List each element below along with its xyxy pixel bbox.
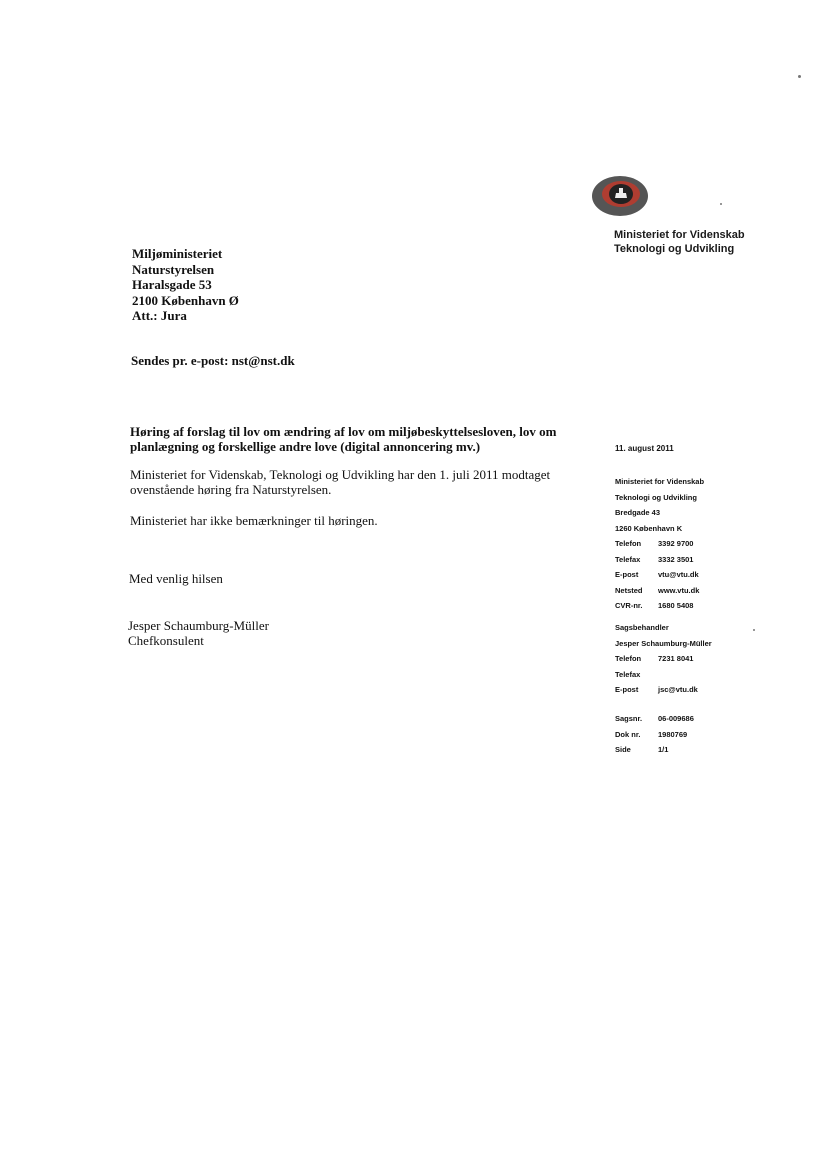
recipient-line: Miljøministeriet [132,246,223,261]
case-handler-info [615,620,712,698]
reference-row [615,727,694,743]
send-by-email-line: Sendes pr. e-post: nst@nst.dk [131,353,295,368]
contact-label: CVR-nr. [615,601,643,610]
recipient-line: Haralsgade 53 [132,277,212,292]
contact-label: E-post [615,685,639,694]
letter-subject: Høring af forslag til lov om ændring af lov om miljøbeskyttelsesloven, lov om planlægning og forskellige andre love (digital annoncering mv.) [130,424,557,454]
scan-speck [720,203,722,205]
ministry-name-line1: Ministeriet for Videnskab [614,229,745,241]
case-contact-row [615,667,712,683]
case-contact-row [615,682,712,698]
reference-value: 1980769 [658,729,688,739]
sender-info [615,474,704,614]
org-city: 1260 København K [615,523,683,533]
case-handler-name: Jesper Schaumburg-Müller [615,638,712,648]
contact-row [615,536,704,552]
contact-label: Telefax [615,669,641,679]
signer-title: Chefkonsulent [128,633,204,648]
case-contact-row [615,651,712,667]
org-name-line2: Teknologi og Udvikling [615,492,697,502]
contact-row [615,567,704,583]
contact-value: 1680 5408 [658,601,694,610]
scan-speck [753,629,755,631]
case-handler-label: Sagsbehandler [615,623,669,632]
contact-row [615,583,704,599]
reference-label: Dok nr. [615,729,641,739]
reference-row [615,742,694,758]
contact-value: 7231 8041 [658,654,694,663]
body-paragraph-1: Ministeriet for Videnskab, Teknologi og Udvikling har den 1. juli 2011 modtaget ovenstående høring fra Naturstyrelsen. [130,467,551,497]
reference-label: Side [615,745,631,754]
contact-value: www.vtu.dk [658,585,700,595]
contact-label: Telefon [615,654,642,663]
contact-value: 3332 3501 [658,554,694,564]
recipient-line: Att.: Jura [132,308,187,323]
contact-label: Netsted [615,585,643,595]
contact-label: Telefax [615,554,641,564]
reference-value: 06-009686 [658,714,694,723]
reference-row [615,711,694,727]
org-name-line1: Ministeriet for Videnskab [615,477,705,486]
org-street: Bredgade 43 [615,508,661,517]
reference-info [615,711,694,758]
ministry-emblem-icon [590,172,650,220]
body-paragraph-2: Ministeriet har ikke bemærkninger til høringen. [130,513,378,528]
reference-label: Sagsnr. [615,714,643,723]
contact-label: Telefon [615,539,642,548]
signer-name: Jesper Schaumburg-Müller [128,618,269,633]
recipient-line: Naturstyrelsen [132,261,215,277]
contact-value: vtu@vtu.dk [658,570,699,579]
contact-label: E-post [615,570,639,579]
contact-value: 3392 9700 [658,539,694,548]
ministry-name-line2: Teknologi og Udvikling [614,243,735,255]
contact-row [615,598,704,614]
recipient-address [132,246,239,324]
scan-speck [798,75,801,78]
contact-value: jsc@vtu.dk [658,685,698,694]
letter-date: 11. august 2011 [615,444,674,453]
recipient-line: 2100 København Ø [132,292,239,308]
ministry-name [614,228,745,256]
reference-value: 1/1 [658,745,669,754]
contact-row [615,552,704,568]
closing-greeting: Med venlig hilsen [129,571,223,586]
